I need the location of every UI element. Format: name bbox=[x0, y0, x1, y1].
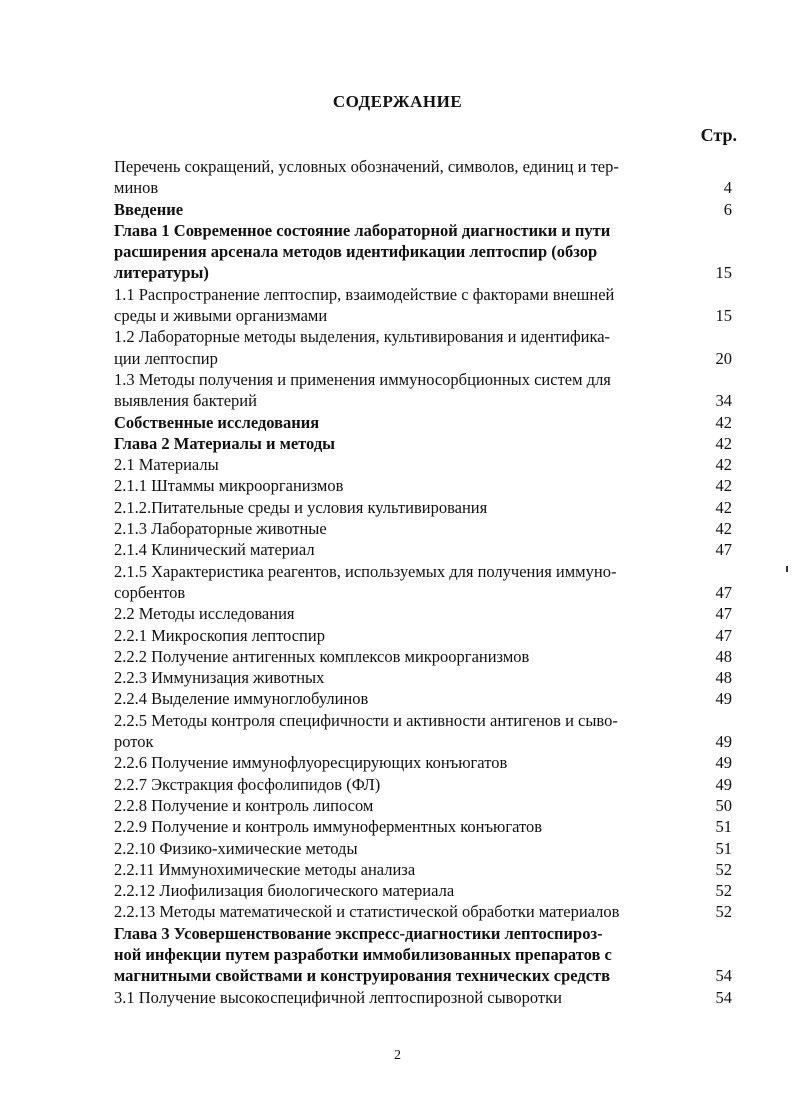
toc-entry bbox=[114, 326, 736, 369]
toc-entry-title: Собственные исследования bbox=[114, 412, 320, 432]
toc-entry-page: 49 bbox=[715, 689, 732, 709]
toc-entry-page: 42 bbox=[715, 497, 732, 517]
toc-entry-page: 6 bbox=[723, 199, 732, 219]
page-title: СОДЕРЖАНИЕ bbox=[332, 92, 463, 111]
toc-entry-title: 2.1.4 Клинический материал bbox=[114, 540, 315, 560]
toc-entry-title: 2.2.9 Получение и контроль иммуноферментных конъюгатов bbox=[114, 817, 543, 837]
toc-entry bbox=[114, 880, 736, 901]
toc-entry-page: 15 bbox=[715, 306, 732, 326]
toc-entry-title: Введение bbox=[114, 199, 184, 219]
toc-entry bbox=[114, 923, 736, 987]
toc-entry-page: 42 bbox=[715, 519, 732, 539]
toc-entry-page: 42 bbox=[715, 455, 732, 475]
toc-entry-page: 42 bbox=[715, 476, 732, 496]
toc-entry-page: 4 bbox=[723, 178, 732, 198]
toc-entry-title: 2.2.12 Лиофилизация биологического материала bbox=[114, 881, 455, 901]
toc-entry-page: 52 bbox=[715, 902, 732, 922]
toc-entry-page: 47 bbox=[715, 604, 732, 624]
toc-entry-page: 49 bbox=[715, 732, 732, 752]
toc-entry bbox=[114, 518, 736, 539]
toc-entry bbox=[114, 859, 736, 880]
toc-entry-page: 49 bbox=[715, 753, 732, 773]
toc-entry-title: Перечень сокращений, условных обозначений, символов, единиц и тер- минов bbox=[114, 157, 619, 198]
toc-entry-page: 48 bbox=[715, 646, 732, 666]
toc-entry bbox=[114, 710, 736, 753]
toc-entry-title: 3.1 Получение высокоспецифичной лептоспирозной сыворотки bbox=[114, 987, 562, 1007]
toc-entry-page: 50 bbox=[715, 795, 732, 815]
toc-entry bbox=[114, 433, 736, 454]
toc-entry-title: 1.3 Методы получения и применения иммуносорбционных систем для выявления бактерий bbox=[114, 369, 611, 411]
toc-entry-title: Глава 2 Материалы и методы bbox=[114, 433, 336, 453]
toc-entry-page: 42 bbox=[715, 433, 732, 453]
toc-entry-title: 2.2.7 Экстракция фосфолипидов (ФЛ) bbox=[114, 774, 381, 794]
toc-entry-title: 2.2.8 Получение и контроль липосом bbox=[114, 795, 374, 815]
toc-entry bbox=[114, 220, 736, 284]
toc-entry-title: Глава 3 Усовершенствование экспресс-диагностики лептоспироз- ной инфекции путем разработки иммобилизованных препаратов с магнитными свойствами и конструирования технических средств bbox=[114, 923, 612, 986]
toc-entry-page: 54 bbox=[715, 987, 732, 1007]
toc-entry-page: 51 bbox=[715, 838, 732, 858]
toc-entry-page: 20 bbox=[715, 348, 732, 368]
toc-entry bbox=[114, 412, 736, 433]
toc-entry-title: 2.1.1 Штаммы микроорганизмов bbox=[114, 476, 344, 496]
toc-entry-title: 2.1.3 Лабораторные животные bbox=[114, 519, 327, 539]
page-column-label: Стр. bbox=[700, 125, 737, 145]
toc-entry-title: 2.2.4 Выделение иммуноглобулинов bbox=[114, 689, 369, 709]
toc-entry bbox=[114, 369, 736, 412]
scan-speck bbox=[786, 566, 788, 572]
toc-entry-page: 52 bbox=[715, 881, 732, 901]
toc-entry bbox=[114, 752, 736, 773]
toc-entry bbox=[114, 667, 736, 688]
toc-entry-title: 2.1 Материалы bbox=[114, 455, 219, 475]
toc-entry-page: 47 bbox=[715, 625, 732, 645]
toc-entry bbox=[114, 987, 736, 1008]
toc-entry-title: 2.2.2 Получение антигенных комплексов микроорганизмов bbox=[114, 646, 530, 666]
toc-entry bbox=[114, 901, 736, 922]
toc-entry bbox=[114, 454, 736, 475]
toc-entry-page: 48 bbox=[715, 668, 732, 688]
toc-entry bbox=[114, 774, 736, 795]
toc-entry-title: 2.2.1 Микроскопия лептоспир bbox=[114, 625, 325, 645]
toc-entry bbox=[114, 795, 736, 816]
toc-entry bbox=[114, 156, 736, 199]
toc-entry-title: 2.2.11 Иммунохимические методы анализа bbox=[114, 859, 416, 879]
toc-entry bbox=[114, 199, 736, 220]
toc-entry-title: Глава 1 Современное состояние лабораторной диагностики и пути расширения арсенала методов идентификации лептоспир (обзор литературы) bbox=[114, 220, 611, 283]
toc-entry-title: 2.2.3 Иммунизация животных bbox=[114, 668, 325, 688]
toc-entry-page: 51 bbox=[715, 817, 732, 837]
toc-entry bbox=[114, 539, 736, 560]
toc-entry-page: 42 bbox=[715, 412, 732, 432]
toc-entry-title: 2.1.5 Характеристика реагентов, используемых для получения иммуно- сорбентов bbox=[114, 561, 617, 602]
toc-entry-page: 15 bbox=[715, 263, 732, 283]
toc-entry-page: 54 bbox=[715, 966, 732, 986]
toc-entry bbox=[114, 646, 736, 667]
toc-entry bbox=[114, 625, 736, 646]
toc-entry bbox=[114, 284, 736, 327]
toc-entry-title: 2.2.6 Получение иммунофлуоресцирующих конъюгатов bbox=[114, 753, 508, 773]
page-number: 2 bbox=[394, 1048, 401, 1063]
toc-entry-title: 2.2.5 Методы контроля специфичности и активности антигенов и сыво- роток bbox=[114, 710, 618, 752]
toc-entry bbox=[114, 561, 736, 604]
toc-entry-page: 47 bbox=[715, 582, 732, 602]
toc-entry bbox=[114, 497, 736, 518]
toc-entry-title: 2.2 Методы исследования bbox=[114, 604, 295, 624]
toc-entry bbox=[114, 475, 736, 496]
toc-entry-page: 34 bbox=[715, 391, 732, 411]
toc-entry-page: 52 bbox=[715, 859, 732, 879]
toc-entry-title: 2.1.2.Питательные среды и условия культивирования bbox=[114, 497, 488, 517]
toc-entry-title: 1.1 Распространение лептоспир, взаимодействие с факторами внешней среды и живыми организмами bbox=[114, 284, 615, 326]
toc-entry-title: 2.2.10 Физико-химические методы bbox=[114, 838, 358, 858]
toc-entry-page: 49 bbox=[715, 774, 732, 794]
toc-entry-page: 47 bbox=[715, 540, 732, 560]
toc-entry bbox=[114, 603, 736, 624]
toc-entry-title: 1.2 Лабораторные методы выделения, культивирования и идентифика- ции лептоспир bbox=[114, 327, 611, 368]
table-of-contents bbox=[114, 156, 736, 1008]
toc-entry bbox=[114, 816, 736, 837]
toc-entry bbox=[114, 838, 736, 859]
toc-entry bbox=[114, 688, 736, 709]
toc-entry-title: 2.2.13 Методы математической и статистической обработки материалов bbox=[114, 902, 620, 922]
